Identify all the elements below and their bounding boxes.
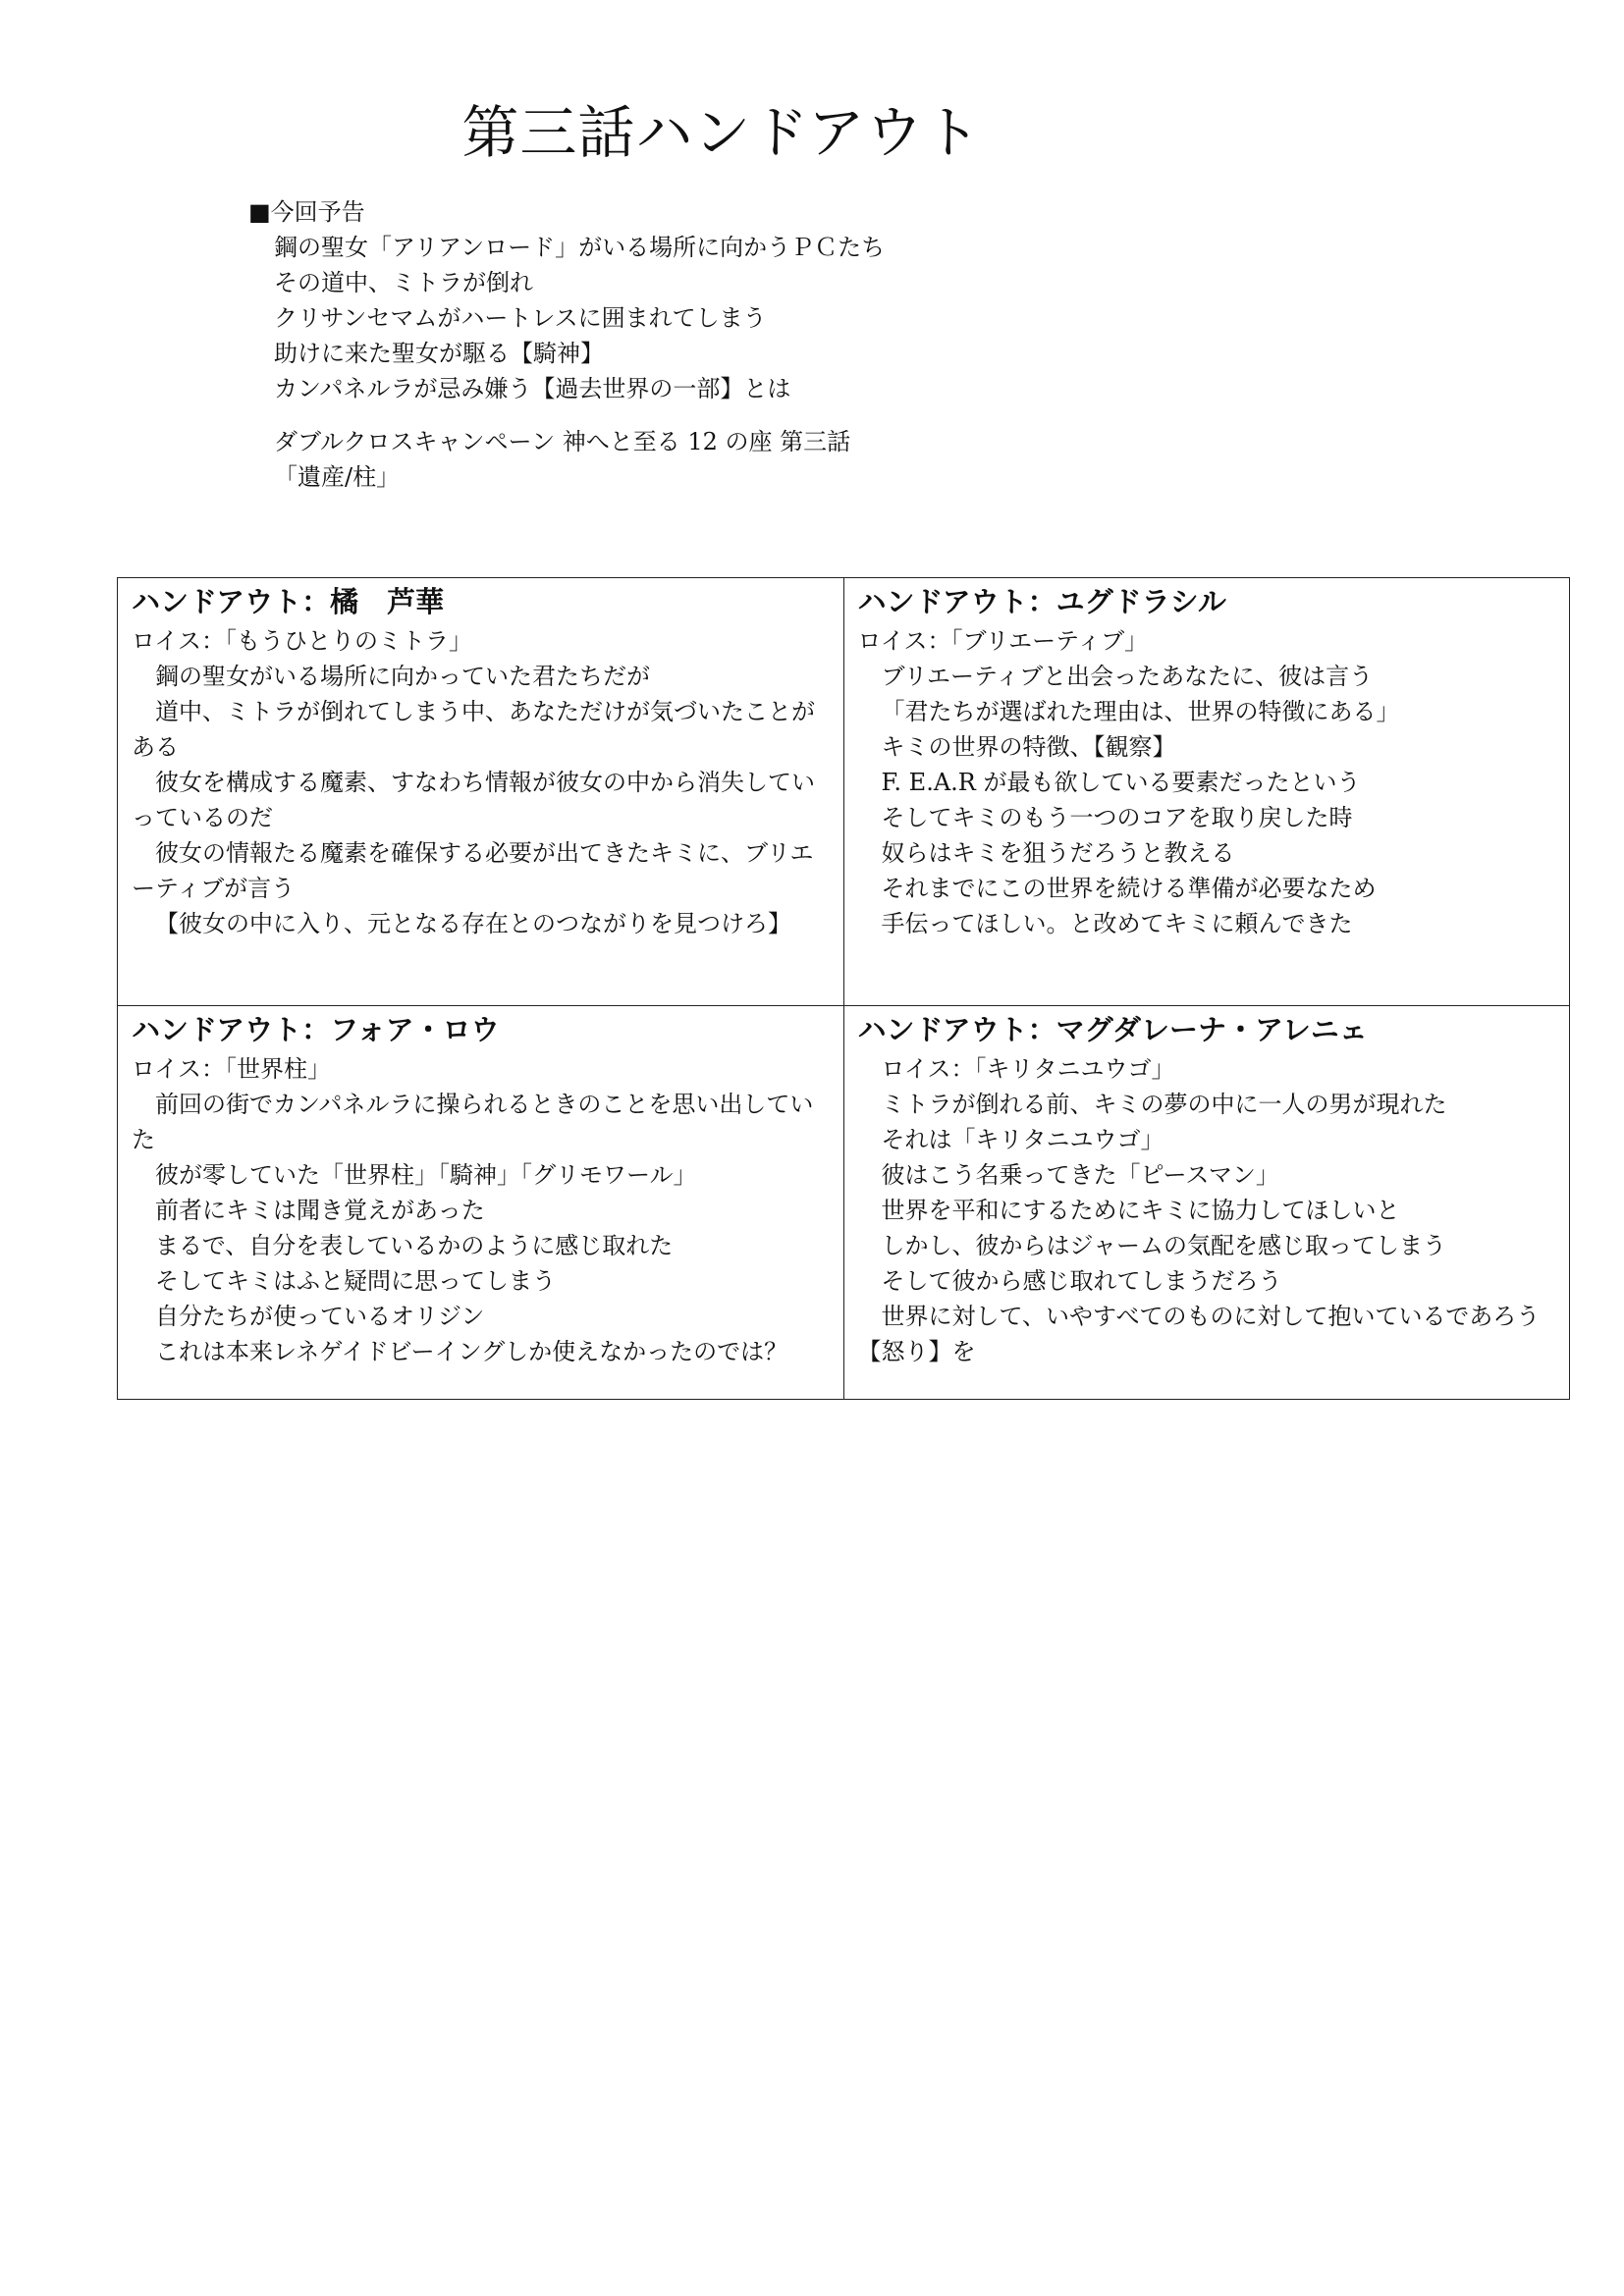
episode-preview — [248, 194, 885, 495]
handout-title: ハンドアウト：橘 芦華 — [132, 585, 445, 618]
handout-paragraph: 【彼女の中に入り、元となる存在とのつながりを見つけろ】 — [155, 910, 791, 937]
handout-paragraph: 手伝ってほしい。と改めてキミに頼んできた — [881, 910, 1353, 937]
handout-paragraph: 世界に対して、いやすべてのものに対して抱いているであろう【怒り】を — [857, 1303, 1541, 1365]
handout-lois: ロイス：「世界柱」 — [132, 1055, 332, 1083]
handout-paragraph: 彼はこう名乗ってきた「ピースマン」 — [881, 1161, 1279, 1189]
handout-paragraph: まるで、自分を表しているかのように感じ取れた — [155, 1232, 674, 1259]
handout-cell-tachibana — [118, 578, 844, 1006]
handout-paragraph: これは本来レネゲイドビーイングしか使えなかったのでは？ — [155, 1338, 788, 1365]
preview-line: クリサンセマムがハートレスに囲まれてしまう — [274, 304, 767, 332]
handout-paragraph: 奴らはキミを狙うだろうと教える — [881, 839, 1235, 867]
handout-lois: ロイス：「キリタニユウゴ」 — [881, 1055, 1175, 1083]
handout-paragraph: 道中、ミトラが倒れてしまう中、あなただけが気づいたことがある — [132, 698, 815, 761]
handout-paragraph: それまでにこの世界を続ける準備が必要なため — [881, 875, 1377, 902]
handout-paragraph: 彼女の情報たる魔素を確保する必要が出てきたキミに、ブリエーティブが言う — [132, 839, 814, 902]
episode-title: 「遺産/柱」 — [274, 463, 401, 491]
handout-lois: ロイス：「もうひとりのミトラ」 — [132, 627, 473, 655]
handout-paragraph: 「君たちが選ばれた理由は、世界の特徴にある」 — [881, 698, 1400, 725]
handout-paragraph: 彼が零していた「世界柱」「騎神」「グリモワール」 — [155, 1161, 697, 1189]
handout-paragraph: 前者にキミは聞き覚えがあった — [155, 1197, 485, 1224]
handout-table — [117, 577, 1570, 1400]
page-title: 第三話ハンドアウト — [461, 99, 982, 166]
handout-paragraph: 鋼の聖女がいる場所に向かっていた君たちだが — [155, 663, 650, 690]
preview-line: 鋼の聖女「アリアンロード」がいる場所に向かうＰＣたち — [274, 234, 886, 261]
campaign-line: ダブルクロスキャンペーン 神へと至る 12 の座 第三話 — [274, 428, 851, 455]
handout-paragraph: キミの世界の特徴、【観察】 — [881, 733, 1176, 761]
handout-body — [858, 659, 1556, 941]
handout-title: ハンドアウト：ユグドラシル — [857, 585, 1226, 618]
preview-line: カンパネルラが忌み嫌う【過去世界の一部】とは — [274, 375, 791, 402]
handout-paragraph: 自分たちが使っているオリジン — [155, 1303, 485, 1330]
handout-paragraph: それは「キリタニユウゴ」 — [881, 1126, 1164, 1153]
handout-paragraph: 世界を平和にするためにキミに協力してほしいと — [881, 1197, 1400, 1224]
handout-body — [132, 659, 830, 941]
handout-paragraph: そしてキミのもう一つのコアを取り戻した時 — [881, 804, 1353, 831]
handout-paragraph: 前回の街でカンパネルラに操られるときのことを思い出していた — [132, 1091, 814, 1153]
handout-paragraph: ミトラが倒れる前、キミの夢の中に一人の男が現れた — [881, 1091, 1447, 1118]
handout-title: ハンドアウト：マグダレーナ・アレニェ — [857, 1013, 1368, 1046]
handout-title: ハンドアウト：フォア・ロウ — [132, 1013, 500, 1046]
handout-paragraph: しかし、彼からはジャームの気配を感じ取ってしまう — [881, 1232, 1447, 1259]
handout-paragraph: ブリエーティブと出会ったあなたに、彼は言う — [881, 663, 1374, 690]
handout-paragraph: 彼女を構成する魔素、すなわち情報が彼女の中から消失していっているのだ — [132, 769, 815, 831]
handout-body — [858, 1087, 1556, 1369]
handout-body — [132, 1087, 830, 1369]
handout-lois: ロイス：「ブリエーティブ」 — [857, 627, 1149, 655]
handout-paragraph: そして彼から感じ取れてしまうだろう — [881, 1267, 1282, 1295]
preview-line: 助けに来た聖女が駆る【騎神】 — [274, 340, 604, 367]
handout-cell-yggdrasil — [843, 578, 1570, 1006]
handout-paragraph: そしてキミはふと疑問に思ってしまう — [155, 1267, 556, 1295]
preview-line: その道中、ミトラが倒れ — [274, 269, 533, 296]
handout-cell-magdalena — [843, 1006, 1570, 1400]
preview-heading: ■今回予告 — [248, 198, 365, 226]
handout-cell-fore-rou — [118, 1006, 844, 1400]
handout-paragraph: F. E.A.R が最も欲している要素だったという — [881, 769, 1361, 796]
